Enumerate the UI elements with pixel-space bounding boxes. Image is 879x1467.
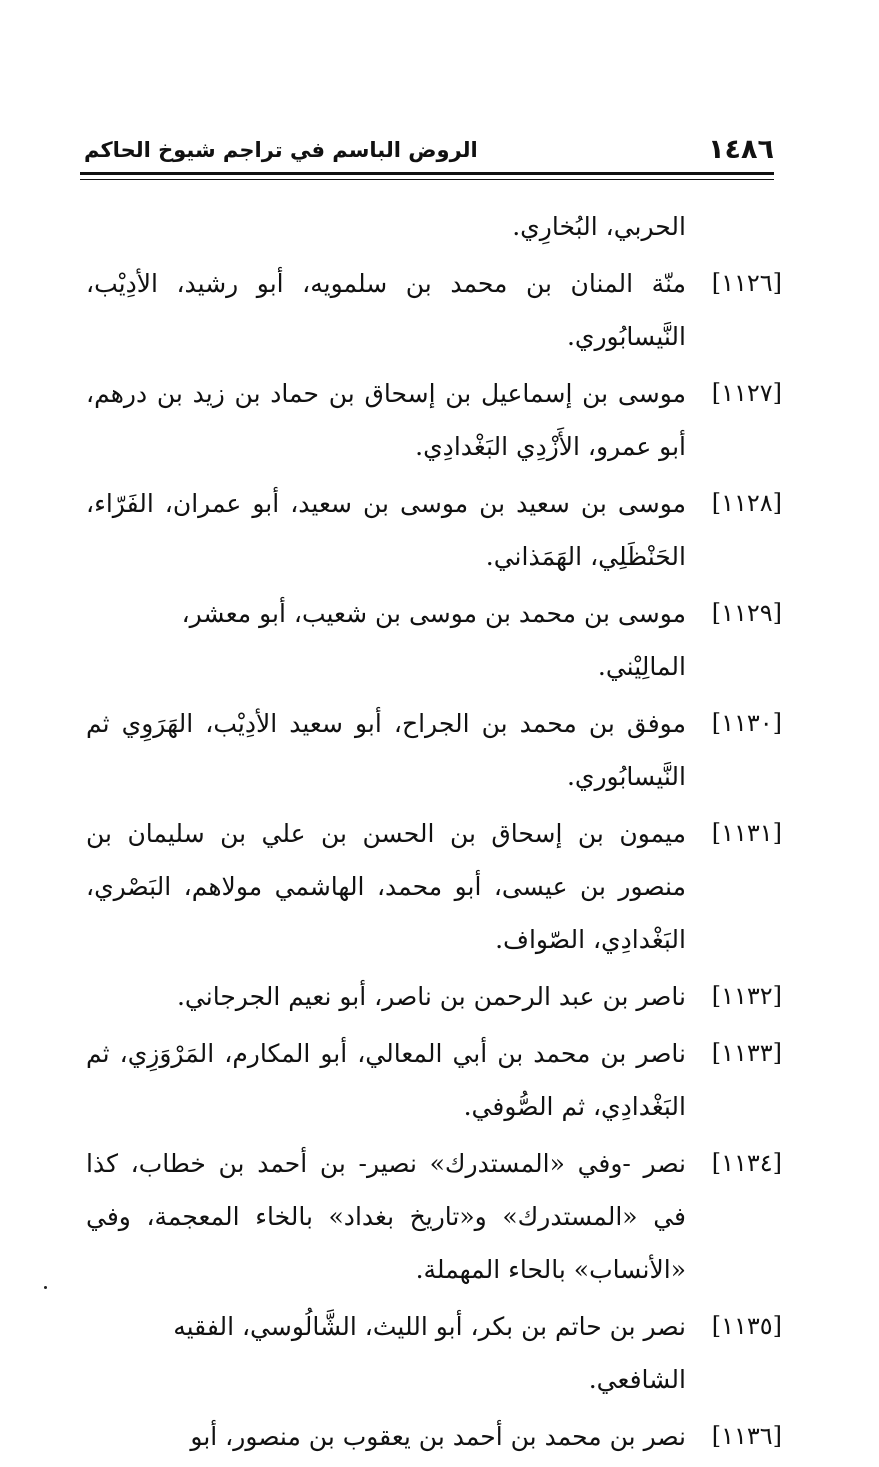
entry-number: [١١٣٥]	[711, 1312, 782, 1340]
entry-text: ناصر بن عبد الرحمن بن ناصر، أبو نعيم الجرجاني.	[176, 982, 686, 1011]
entry-text: ناصر بن محمد بن أبي المعالي، أبو المكارم، المَرْوَزِي، ثم البَغْدادِي، ثم الصُّوفي.	[86, 1039, 686, 1121]
biography-entry	[86, 697, 782, 803]
biography-entry	[86, 477, 782, 583]
page-number: ١٤٨٦	[708, 134, 774, 165]
running-title: الروض الباسم في تراجم شيوخ الحاكم	[84, 138, 478, 162]
entry-number: [١١٣٠]	[711, 709, 782, 737]
entry-number: [١١٣٦]	[711, 1422, 782, 1450]
biography-list	[86, 200, 782, 1467]
entry-text: موسى بن سعيد بن موسى بن سعيد، أبو عمران، الفَرّاء، الحَنْظَلِي، الهَمَذاني.	[86, 489, 686, 571]
entry-number: [١١٣١]	[711, 819, 782, 847]
entry-number: [١١٢٧]	[711, 379, 782, 407]
biography-entry	[86, 970, 782, 1023]
biography-entry	[86, 1410, 782, 1463]
entry-number: [١١٣٣]	[711, 1039, 782, 1067]
entry-number: [١١٢٨]	[711, 489, 782, 517]
entry-text: نصر بن حاتم بن بكر، أبو الليث، الشَّالُوسي، الفقيه الشافعي.	[173, 1312, 686, 1394]
entry-text: منّة المنان بن محمد بن سلمويه، أبو رشيد، الأدِيْب، النَّيسابُوري.	[86, 269, 686, 351]
biography-entry	[86, 807, 782, 966]
biography-entry	[86, 1300, 782, 1406]
entry-number: [١١٢٦]	[711, 269, 782, 297]
entry-number: [١١٢٩]	[711, 599, 782, 627]
entry-number: [١١٣٢]	[711, 982, 782, 1010]
entry-text: موفق بن محمد بن الجراح، أبو سعيد الأدِيْب، الهَرَوِي ثم النَّيسابُوري.	[86, 709, 686, 791]
header-rule-thin	[80, 179, 774, 180]
entry-text: موسى بن محمد بن موسى بن شعيب، أبو معشر، المالِيْني.	[181, 599, 686, 681]
entry-text: نصر بن محمد بن أحمد بن يعقوب بن منصور، أبو	[190, 1422, 686, 1451]
entry-number: [١١٣٤]	[711, 1149, 782, 1177]
biography-entry	[86, 367, 782, 473]
entry-text: نصر -وفي «المستدرك» نصير- بن أحمد بن خطاب، كذا في «المستدرك» و«تاريخ بغداد» بالخاء المعجمة، وفي «الأنساب» بالحاء المهملة.	[86, 1149, 686, 1284]
entry-text: ميمون بن إسحاق بن الحسن بن علي بن سليمان بن منصور بن عيسى، أبو محمد، الهاشمي مولاهم، البَصْري، البَغْدادِي، الصّواف.	[86, 819, 686, 954]
page-header	[80, 132, 780, 172]
biography-entry	[86, 1137, 782, 1296]
entry-text: موسى بن إسماعيل بن إسحاق بن حماد بن زيد بن درهم، أبو عمرو، الأَزْدِي البَغْدادِي.	[86, 379, 686, 461]
scan-speck	[44, 1286, 47, 1289]
continued-entry-text: الحربي، البُخارِي.	[512, 212, 686, 241]
header-rule-thick	[80, 172, 774, 175]
biography-entry	[86, 587, 782, 693]
biography-entry	[86, 257, 782, 363]
biography-entry	[86, 1027, 782, 1133]
